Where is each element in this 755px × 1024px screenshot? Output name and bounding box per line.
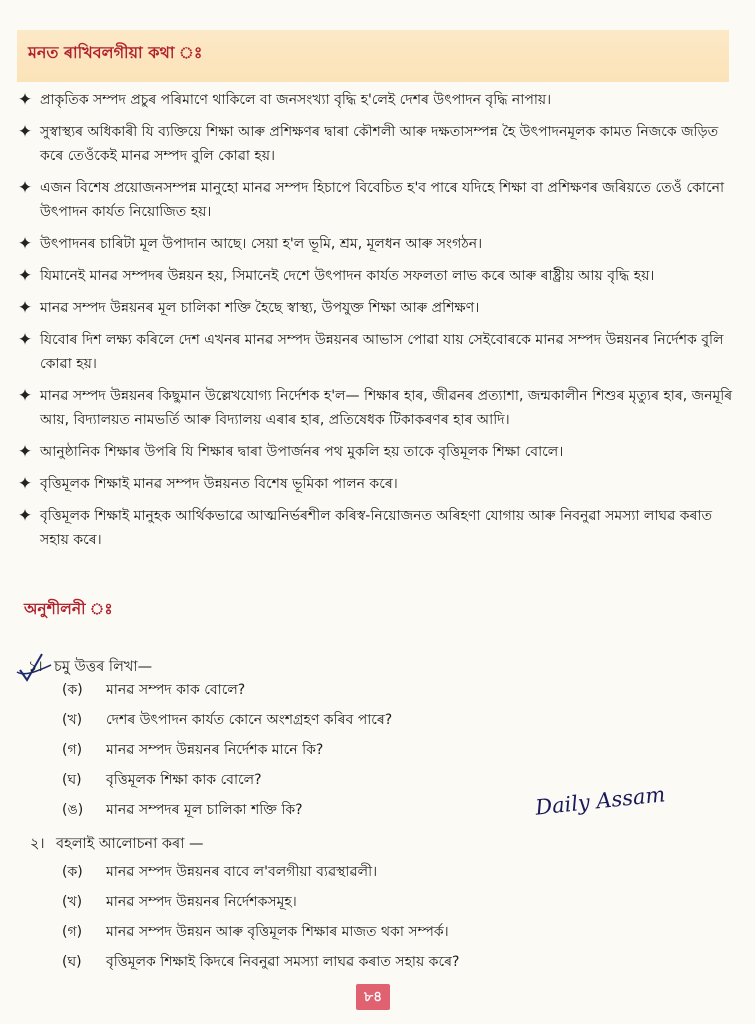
list-item xyxy=(62,917,459,947)
item-text: মানৱ সম্পদ উন্নয়নৰ বাবে ল'বলগীয়া ব্যৱস্থাৱলী। xyxy=(106,864,378,880)
point-text: যিমানেই মানৱ সম্পদৰ উন্নয়ন হয়, সিমানেই দেশে উৎপাদন কাৰ্যত সফলতা লাভ কৰে আৰু ৰাষ্ট্ৰীয় আয় বৃদ্ধি হয়। xyxy=(40,268,655,284)
item-text: মানৱ সম্পদ কাক বোলে? xyxy=(106,682,246,698)
list-item xyxy=(10,176,738,224)
point-text: মানৱ সম্পদ উন্নয়নৰ মূল চালিকা শক্তি হৈছে স্বাস্থ্য, উপযুক্ত শিক্ষা আৰু প্ৰশিক্ষণ। xyxy=(40,300,480,316)
list-item xyxy=(10,264,738,288)
question-number: ২। xyxy=(30,836,45,852)
four-point-star-icon: ✦ xyxy=(17,178,33,198)
exercise-title: অনুশীলনী ঃ xyxy=(24,600,113,618)
four-point-star-icon: ✦ xyxy=(17,298,33,318)
summary-points xyxy=(10,88,738,560)
item-text: মানৱ সম্পদ উন্নয়ন আৰু বৃত্তিমূলক শিক্ষাৰ মাজত থকা সম্পৰ্ক। xyxy=(106,924,449,940)
list-item xyxy=(62,795,392,825)
four-point-star-icon: ✦ xyxy=(17,234,33,254)
four-point-star-icon: ✦ xyxy=(17,506,33,526)
item-label: (খ) xyxy=(62,894,83,910)
point-text: বৃত্তিমূলক শিক্ষাই মানুহক আৰ্থিকভাৱে আত্মনিৰ্ভৰশীল কৰিস্ব-নিয়োজনত অৰিহণা যোগায় আৰু নিবনুৱা সমস্যা লাঘৱ কৰাত সহায় কৰে। xyxy=(40,508,712,548)
item-text: বৃত্তিমূলক শিক্ষাই কিদৰে নিবনুৱা সমস্যা লাঘৱ কৰাত সহায় কৰে? xyxy=(106,954,460,970)
question-2-list xyxy=(62,857,459,977)
item-text: মানৱ সম্পদ উন্নয়নৰ নিৰ্দেশক মানে কি? xyxy=(106,742,324,758)
point-text: যিবোৰ দিশ লক্ষ্য কৰিলে দেশ এখনৰ মানৱ সম্পদ উন্নয়নৰ আভাস পোৱা যায় সেইবোৰকে মানৱ সম্পদ উন্নয়নৰ নিৰ্দেশক বুলি কোৱা হয়। xyxy=(40,332,724,372)
four-point-star-icon: ✦ xyxy=(17,330,33,350)
four-point-star-icon: ✦ xyxy=(17,122,33,142)
point-text: এজন বিশেষ প্ৰয়োজনসম্পন্ন মানুহো মানৱ সম্পদ হিচাপে বিবেচিত হ'ব পাৰে যদিহে শিক্ষা বা প্ৰশিক্ষণৰ জৰিয়তে তেওঁ কোনো উৎপাদন কাৰ্যত নিয়োজিত হয়। xyxy=(40,180,725,220)
item-label: (গ) xyxy=(62,742,83,758)
question-2-heading xyxy=(30,833,204,857)
item-label: (খ) xyxy=(62,712,83,728)
list-item xyxy=(62,857,459,887)
point-text: আনুষ্ঠানিক শিক্ষাৰ উপৰি যি শিক্ষাৰ দ্বাৰা উপাৰ্জনৰ পথ মুকলি হয় তাকে বৃত্তিমূলক শিক্ষা বোলে। xyxy=(40,444,564,460)
point-text: মানৱ সম্পদ উন্নয়নৰ কিছুমান উল্লেখযোগ্য নিৰ্দেশক হ'ল— শিক্ষাৰ হাৰ, জীৱনৰ প্ৰত্যাশা, জন্মকালীন শিশুৰ মৃত্যুৰ হাৰ, জনমূৰি আয়, বিদ্যালয়ত নামভৰ্তি আৰু বিদ্যালয় এৰাৰ হাৰ, প্ৰতিষেধক টিকাকৰণৰ হাৰ আদি। xyxy=(40,388,733,428)
list-item xyxy=(62,887,459,917)
list-item xyxy=(10,384,738,432)
four-point-star-icon: ✦ xyxy=(17,442,33,462)
list-item xyxy=(62,735,392,765)
item-text: বৃত্তিমূলক শিক্ষা কাক বোলে? xyxy=(106,772,262,788)
list-item xyxy=(10,232,738,256)
item-label: (ক) xyxy=(62,864,83,880)
question-number: ১। xyxy=(28,659,43,675)
four-point-star-icon: ✦ xyxy=(17,474,33,494)
item-text: মানৱ সম্পদৰ মূল চালিকা শক্তি কি? xyxy=(106,802,303,818)
item-label: (ঘ) xyxy=(62,772,82,788)
list-item xyxy=(10,88,738,112)
four-point-star-icon: ✦ xyxy=(17,266,33,286)
question-heading-text: চমু উত্তৰ লিখা— xyxy=(54,659,153,675)
item-label: (ঙ) xyxy=(62,802,84,818)
list-item xyxy=(62,675,392,705)
list-item xyxy=(62,765,392,795)
item-text: দেশৰ উৎপাদন কাৰ্যত কোনে অংশগ্ৰহণ কৰিব পাৰে? xyxy=(106,712,393,728)
question-1-list xyxy=(62,675,392,825)
point-text: বৃত্তিমূলক শিক্ষাই মানৱ সম্পদ উন্নয়নত বিশেষ ভূমিকা পালন কৰে। xyxy=(40,476,398,492)
list-item xyxy=(10,472,738,496)
four-point-star-icon: ✦ xyxy=(17,386,33,406)
four-point-star-icon: ✦ xyxy=(17,90,33,110)
list-item xyxy=(10,328,738,376)
list-item xyxy=(62,947,459,977)
list-item xyxy=(10,440,738,464)
item-label: (গ) xyxy=(62,924,83,940)
list-item xyxy=(10,296,738,320)
summary-title: মনত ৰাখিবলগীয়া কথা ঃ xyxy=(28,43,203,62)
list-item xyxy=(10,504,738,552)
list-item xyxy=(62,705,392,735)
item-text: মানৱ সম্পদ উন্নয়নৰ নিৰ্দেশকসমূহ। xyxy=(106,894,297,910)
point-text: উৎপাদনৰ চাৰিটা মূল উপাদান আছে। সেয়া হ'ল ভূমি, শ্ৰম, মূলধন আৰু সংগঠন। xyxy=(40,236,483,252)
point-text: প্ৰাকৃতিক সম্পদ প্ৰচুৰ পৰিমাণে থাকিলে বা জনসংখ্যা বৃদ্ধি হ'লেই দেশৰ উৎপাদন বৃদ্ধি নাপায়। xyxy=(40,92,552,108)
list-item xyxy=(10,120,738,168)
page-number: ৮৪ xyxy=(356,984,390,1010)
question-heading-text: বহলাই আলোচনা কৰা — xyxy=(56,836,204,852)
point-text: সুস্বাস্থ্যৰ অধিকাৰী যি ব্যক্তিয়ে শিক্ষা আৰু প্ৰশিক্ষণৰ দ্বাৰা কৌশলী আৰু দক্ষতাসম্পন্ন হৈ উৎপাদনমূলক কামত নিজকে জড়িত কৰে তেওঁকেই মানৱ সম্পদ বুলি কোৱা হয়। xyxy=(40,124,719,164)
item-label: (ঘ) xyxy=(62,954,82,970)
item-label: (ক) xyxy=(62,682,83,698)
handwritten-note: Daily Assam xyxy=(534,782,667,820)
